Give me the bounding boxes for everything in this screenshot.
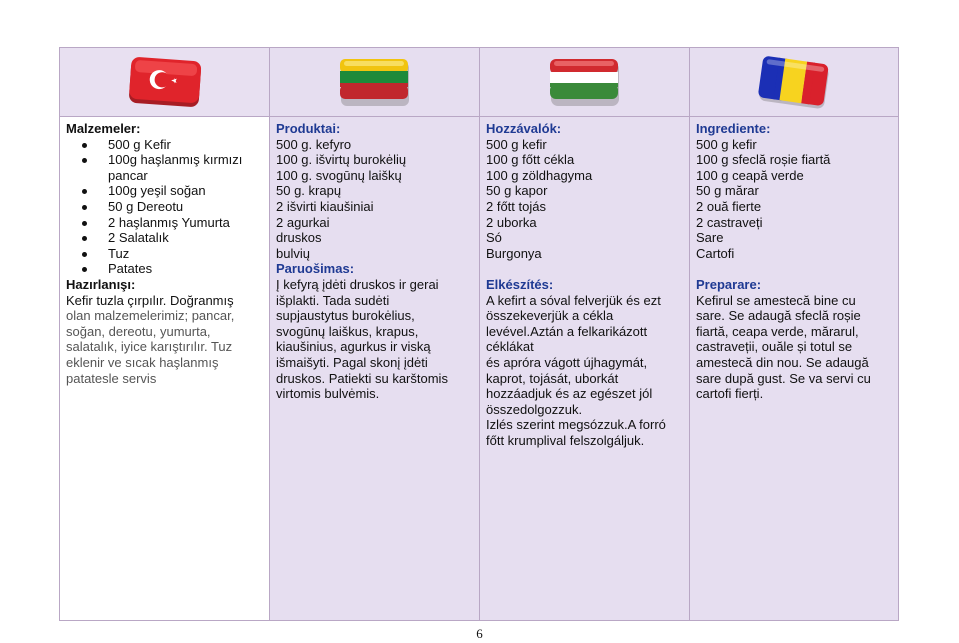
lithuanian-recipe [270, 117, 480, 620]
list-item: Patates [82, 261, 261, 277]
romania-flag-cell [690, 48, 898, 117]
text-line: Kefirul se amestecă bine cu [696, 292, 856, 308]
list-item: 2 Salatalık [82, 230, 261, 246]
text-line: Sare [696, 230, 724, 246]
hungary-flag-icon [546, 55, 624, 116]
text-line: céklákat [486, 339, 534, 355]
text-line: összekeverjük a cékla [486, 308, 614, 324]
text-line: Só [486, 230, 502, 246]
list-item: 500 g Kefir [82, 137, 261, 153]
hungary-flag-cell [480, 48, 690, 117]
text-line: 100 g főtt cékla [486, 152, 575, 168]
text-line: 2 uborka [486, 214, 537, 230]
lithuanian-prep-heading: Paruošimas: [276, 261, 355, 277]
romanian-recipe [690, 117, 898, 620]
text-line: amestecă din nou. Se adaugă [696, 354, 869, 370]
text-line: salatalık, iyice karıştırılır. Tuz [66, 339, 233, 355]
text-line: sare după gust. Se va servi cu [696, 370, 871, 386]
text-line: Į kefyrą įdėti druskos ir gerai [276, 276, 439, 292]
turkish-ingredients-list [66, 137, 261, 277]
text-line: supjaustytus burokėlius, [276, 308, 415, 324]
list-item: Tuz [82, 246, 261, 262]
spacer [486, 261, 681, 277]
text-line: virtomis bulvėmis. [276, 386, 380, 402]
text-line: Kefir tuzla çırpılır. Doğranmış [66, 292, 234, 308]
text-line: Izlés szerint megsózzuk.A forró [486, 417, 666, 433]
text-line: 50 g kapor [486, 183, 548, 199]
text-line: 2 főtt tojás [486, 198, 546, 214]
text-line: Cartofi [696, 245, 735, 261]
text-line: levével.Aztán a felkarikázott [486, 323, 648, 339]
romanian-prep-heading: Preparare: [696, 276, 762, 292]
text-line: bulvių [276, 245, 310, 261]
text-line: hozzáadjuk és az egészet jól [486, 386, 653, 402]
turkish-recipe [60, 117, 270, 620]
text-line: fiartă, ceapa verde, mărarul, [696, 323, 859, 339]
page-number: 6 [476, 626, 483, 641]
text-line: 2 išvirti kiaušiniai [276, 198, 374, 214]
list-item: 50 g Dereotu [82, 199, 261, 215]
text-line: 100 g. svogūnų laiškų [276, 167, 402, 183]
text-line: 500 g kefir [486, 136, 547, 152]
text-line: 100 g zöldhagyma [486, 167, 593, 183]
text-line: A kefirt a sóval felverjük és ezt [486, 292, 661, 308]
list-item: 100g yeşil soğan [82, 183, 261, 199]
text-line: és apróra vágott újhagymát, [486, 354, 648, 370]
text-line: olan malzemelerimiz; pancar, [66, 308, 235, 324]
text-line: svogūnų laiškus, krapus, [276, 323, 419, 339]
hungarian-recipe [480, 117, 690, 620]
hungarian-ingredients-heading: Hozzávalók: [486, 121, 562, 136]
text-line: 2 ouă fierte [696, 198, 762, 214]
list-item: 100g haşlanmış kırmızı pancar [82, 152, 261, 183]
turkey-flag-cell [60, 48, 270, 117]
turkish-prep-heading: Hazırlanışı: [66, 276, 136, 292]
text-line: Burgonya [486, 245, 542, 261]
text-line: kaprot, tojását, uborkát [486, 370, 619, 386]
lithuania-flag-icon [336, 55, 414, 116]
turkish-ingredients-heading: Malzemeler: [66, 121, 141, 136]
text-line: 100 g. išvirtų burokėlių [276, 152, 407, 168]
text-line: patatesle servis [66, 370, 157, 386]
list-item: 2 haşlanmış Yumurta [82, 215, 261, 231]
text-line: 50 g. krapų [276, 183, 342, 199]
text-line: főtt krumplival felszolgáljuk. [486, 432, 645, 448]
text-line: 500 g kefir [696, 136, 757, 152]
text-line: eklenir ve sıcak haşlanmış [66, 354, 219, 370]
hungarian-prep-heading: Elkészítés: [486, 276, 554, 292]
turkey-flag-icon [126, 55, 204, 116]
romania-flag-icon [755, 55, 833, 116]
romanian-ingredients-heading: Ingrediente: [696, 121, 771, 136]
text-line: druskos [276, 230, 322, 246]
text-line: 100 g ceapă verde [696, 167, 804, 183]
text-line: összedolgozzuk. [486, 401, 583, 417]
text-line: 100 g sfeclă roșie fiartă [696, 152, 831, 168]
text-line: soğan, dereotu, yumurta, [66, 323, 211, 339]
lithuanian-ingredients-heading: Produktai: [276, 121, 341, 136]
text-line: išplakti. Tada sudėti [276, 292, 390, 308]
text-line: kiaušinius, agurkus ir viską [276, 339, 431, 355]
spacer [696, 261, 890, 277]
lithuania-flag-cell [270, 48, 480, 117]
text-line: cartofi fierți. [696, 386, 764, 402]
text-line: 50 g mărar [696, 183, 759, 199]
recipe-table [59, 47, 899, 621]
text-line: sare. Se adaugă sfeclă roșie [696, 308, 861, 324]
text-line: išmaišyti. Pagal skonį įdėti [276, 354, 428, 370]
text-line: druskos. Patiekti su karštomis [276, 370, 448, 386]
text-line: 500 g. kefyro [276, 136, 352, 152]
text-line: 2 agurkai [276, 214, 330, 230]
text-line: castraveții, ouăle și totul se [696, 339, 853, 355]
text-line: 2 castraveți [696, 214, 763, 230]
